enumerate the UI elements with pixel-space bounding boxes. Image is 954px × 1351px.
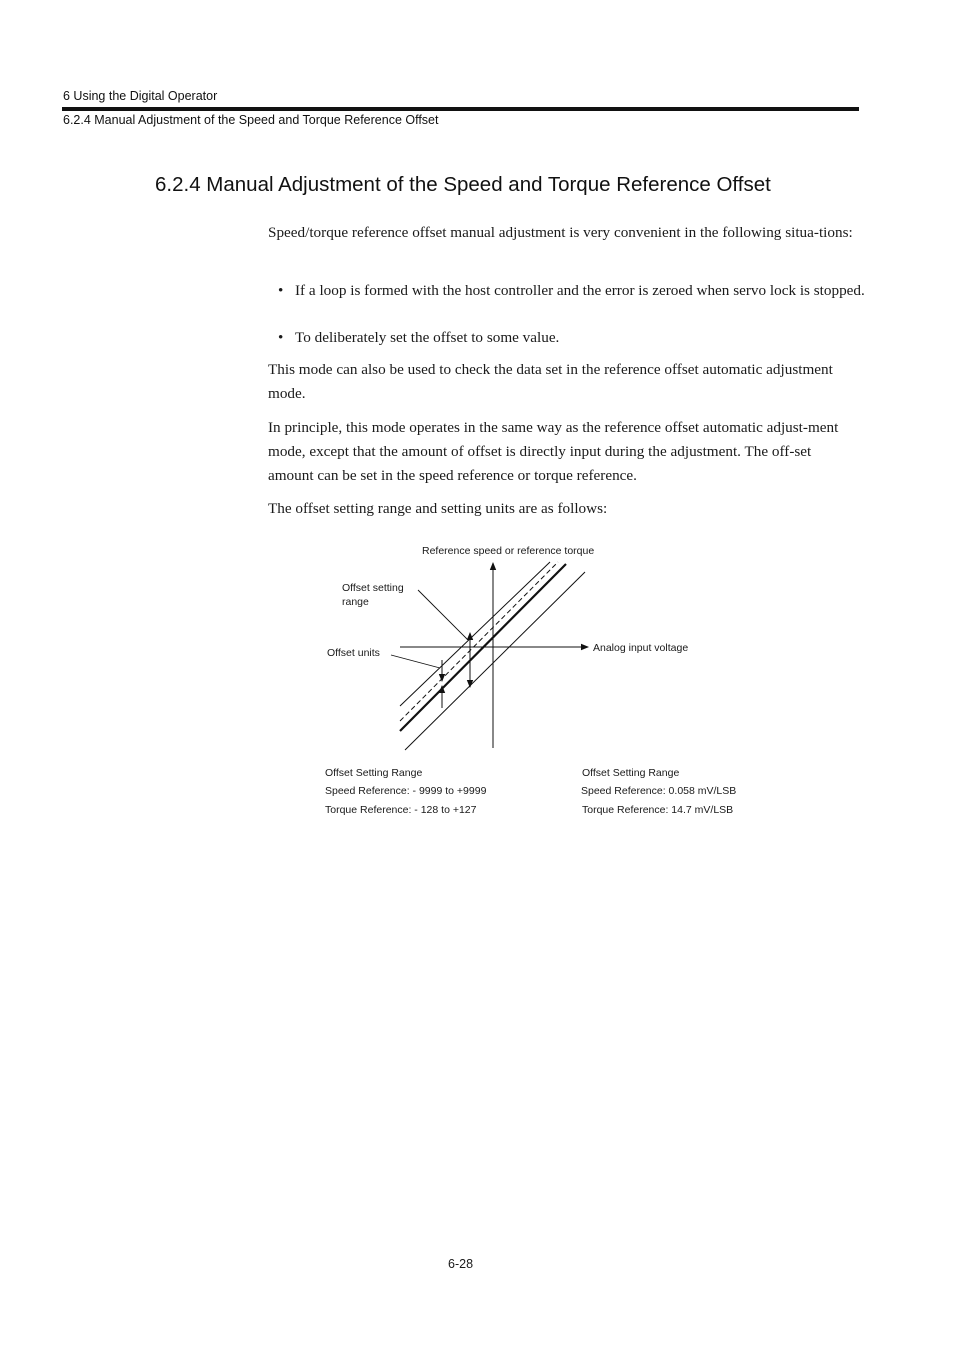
units-callout: Offset units (327, 647, 380, 659)
running-header-section: 6.2.4 Manual Adjustment of the Speed and Torque Reference Offset (63, 113, 439, 127)
right-table-torque: Torque Reference: 14.7 mV/LSB (582, 804, 734, 816)
x-axis-label: Analog input voltage (593, 642, 689, 654)
running-header-chapter: 6 Using the Digital Operator (63, 89, 218, 103)
left-table-torque: Torque Reference: - 128 to +127 (325, 804, 477, 816)
paragraph-range-intro: The offset setting range and setting units are as follows: (268, 500, 608, 517)
bullet-text: To deliberately set the offset to some value. (295, 329, 560, 346)
lower-limit-line (405, 572, 585, 750)
offset-dashed-line (400, 562, 558, 721)
bullet-text: If a loop is formed with the host controller and the error is zeroed when servo lock is stopped. (295, 282, 865, 299)
right-table-heading: Offset Setting Range (582, 767, 680, 779)
section-title: 6.2.4 Manual Adjustment of the Speed and Torque Reference Offset (155, 173, 771, 196)
range-leader (418, 590, 468, 640)
y-axis-label: Reference speed or reference torque (422, 545, 595, 557)
page-number: 6-28 (448, 1257, 474, 1271)
range-callout-line1: Offset setting (342, 582, 404, 594)
bullet-symbol: • (278, 329, 284, 346)
bullet-symbol: • (278, 282, 284, 299)
right-table-speed: Speed Reference: 0.058 mV/LSB (581, 785, 737, 797)
left-table-heading: Offset Setting Range (325, 767, 423, 779)
range-callout-line2: range (342, 596, 369, 608)
paragraph-check-data: This mode can also be used to check the data set in the reference offset automatic adjustment mode. (268, 361, 833, 402)
upper-limit-line (400, 562, 550, 706)
units-leader (391, 655, 440, 668)
intro-paragraph: Speed/torque reference offset manual adjustment is very convenient in the following situa-tions: (268, 224, 853, 241)
paragraph-principle: In principle, this mode operates in the same way as the reference offset automatic adjust-ment mode, except that the amount of offset is directly input during the adjustment. The off-set amount can be set in the speed reference or torque reference. (268, 419, 839, 484)
left-table-speed: Speed Reference: - 9999 to +9999 (325, 785, 487, 797)
